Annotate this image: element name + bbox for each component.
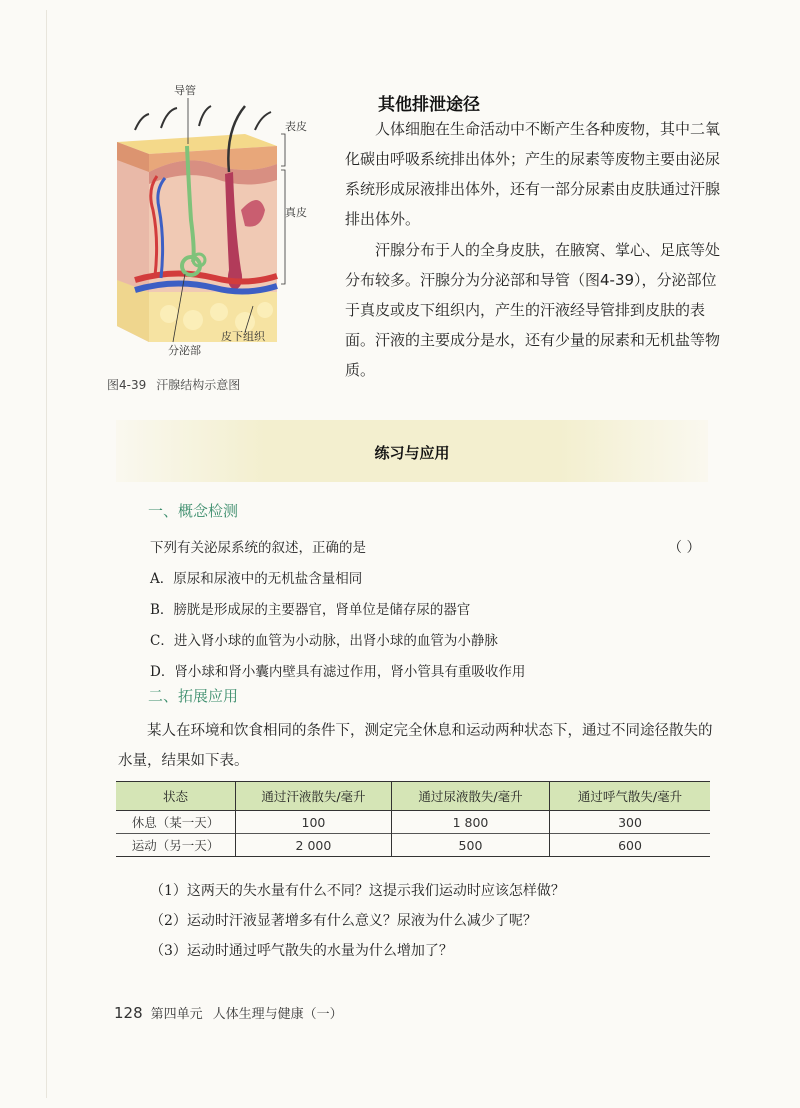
table-header-cell: 通过呼气散失/毫升 bbox=[550, 782, 711, 811]
unit-title: 人体生理与健康（一） bbox=[212, 1007, 343, 1022]
figure-caption bbox=[107, 376, 240, 393]
water-loss-table bbox=[116, 781, 710, 857]
option-b: B．膀胱是形成尿的主要器官，肾单位是储存尿的器官 bbox=[150, 602, 471, 618]
table-cell: 2 000 bbox=[235, 834, 391, 857]
part2-heading: 二、拓展应用 bbox=[148, 687, 239, 705]
label-duct: 导管 bbox=[174, 84, 196, 97]
part1-question: 下列有关泌尿系统的叙述，正确的是 bbox=[150, 540, 366, 556]
paragraph-1: 人体细胞在生命活动中不断产生各种废物，其中二氧化碳由呼吸系统排出体外；产生的尿素等废物主要由泌尿系统形成尿液排出体外，还有一部分尿素由皮肤通过汗腺排出体外。 bbox=[345, 120, 721, 228]
figure-caption-text: 汗腺结构示意图 bbox=[156, 378, 241, 392]
table-header-cell: 状态 bbox=[116, 782, 235, 811]
part2-intro: 某人在环境和饮食相同的条件下，测定完全休息和运动两种状态下，通过不同途径散失的水量，结果如下表。 bbox=[118, 723, 713, 769]
table-cell: 500 bbox=[391, 834, 549, 857]
part1-heading: 一、概念检测 bbox=[148, 502, 239, 520]
option-d: D．肾小球和肾小囊内壁具有滤过作用，肾小管具有重吸收作用 bbox=[150, 664, 526, 680]
option-a: A．原尿和尿液中的无机盐含量相同 bbox=[150, 571, 363, 587]
table-cell: 休息（某一天） bbox=[116, 811, 235, 834]
table-header-cell: 通过尿液散失/毫升 bbox=[391, 782, 549, 811]
paragraph-2: 汗腺分布于人的全身皮肤，在腋窝、掌心、足底等处分布较多。汗腺分为分泌部和导管（图4-39），分泌部位于真皮或皮下组织内，产生的汗液经导管排到皮肤的表面。汗液的主要成分是水，还有少量的尿素和无机盐等物质。 bbox=[345, 241, 721, 379]
table-header-row bbox=[116, 782, 710, 811]
unit-label: 第四单元 bbox=[150, 1007, 203, 1022]
discussion-question-2: （2）运动时汗液显著增多有什么意义？尿液为什么减少了呢？ bbox=[150, 913, 537, 929]
option-c: C．进入肾小球的血管为小动脉，出肾小球的血管为小静脉 bbox=[150, 633, 498, 649]
label-secretory: 分泌部 bbox=[168, 344, 201, 357]
exercise-title: 练习与应用 bbox=[374, 444, 450, 462]
discussion-question-3: （3）运动时通过呼气散失的水量为什么增加了？ bbox=[150, 943, 453, 959]
section-heading: 其他排泄途径 bbox=[378, 95, 480, 115]
label-dermis: 真皮 bbox=[285, 206, 307, 219]
figure-caption-number: 图4-39 bbox=[107, 378, 147, 392]
table-cell: 1 800 bbox=[391, 811, 549, 834]
label-epidermis: 表皮 bbox=[285, 120, 307, 133]
sweat-gland-figure bbox=[95, 80, 335, 400]
table-cell: 运动（另一天） bbox=[116, 834, 235, 857]
page-footer bbox=[114, 1003, 343, 1022]
discussion-question-1: （1）这两天的失水量有什么不同？这提示我们运动时应该怎样做？ bbox=[150, 883, 565, 899]
table-row bbox=[116, 834, 710, 857]
answer-parentheses: （ ） bbox=[668, 540, 701, 556]
page-number: 128 bbox=[114, 1004, 143, 1022]
table-cell: 300 bbox=[550, 811, 711, 834]
table-cell: 100 bbox=[235, 811, 391, 834]
page-edge bbox=[46, 10, 47, 1098]
table-header-cell: 通过汗液散失/毫升 bbox=[235, 782, 391, 811]
exercise-banner bbox=[116, 420, 708, 482]
table-row bbox=[116, 811, 710, 834]
label-subcutaneous: 皮下组织 bbox=[221, 330, 265, 343]
table-cell: 600 bbox=[550, 834, 711, 857]
